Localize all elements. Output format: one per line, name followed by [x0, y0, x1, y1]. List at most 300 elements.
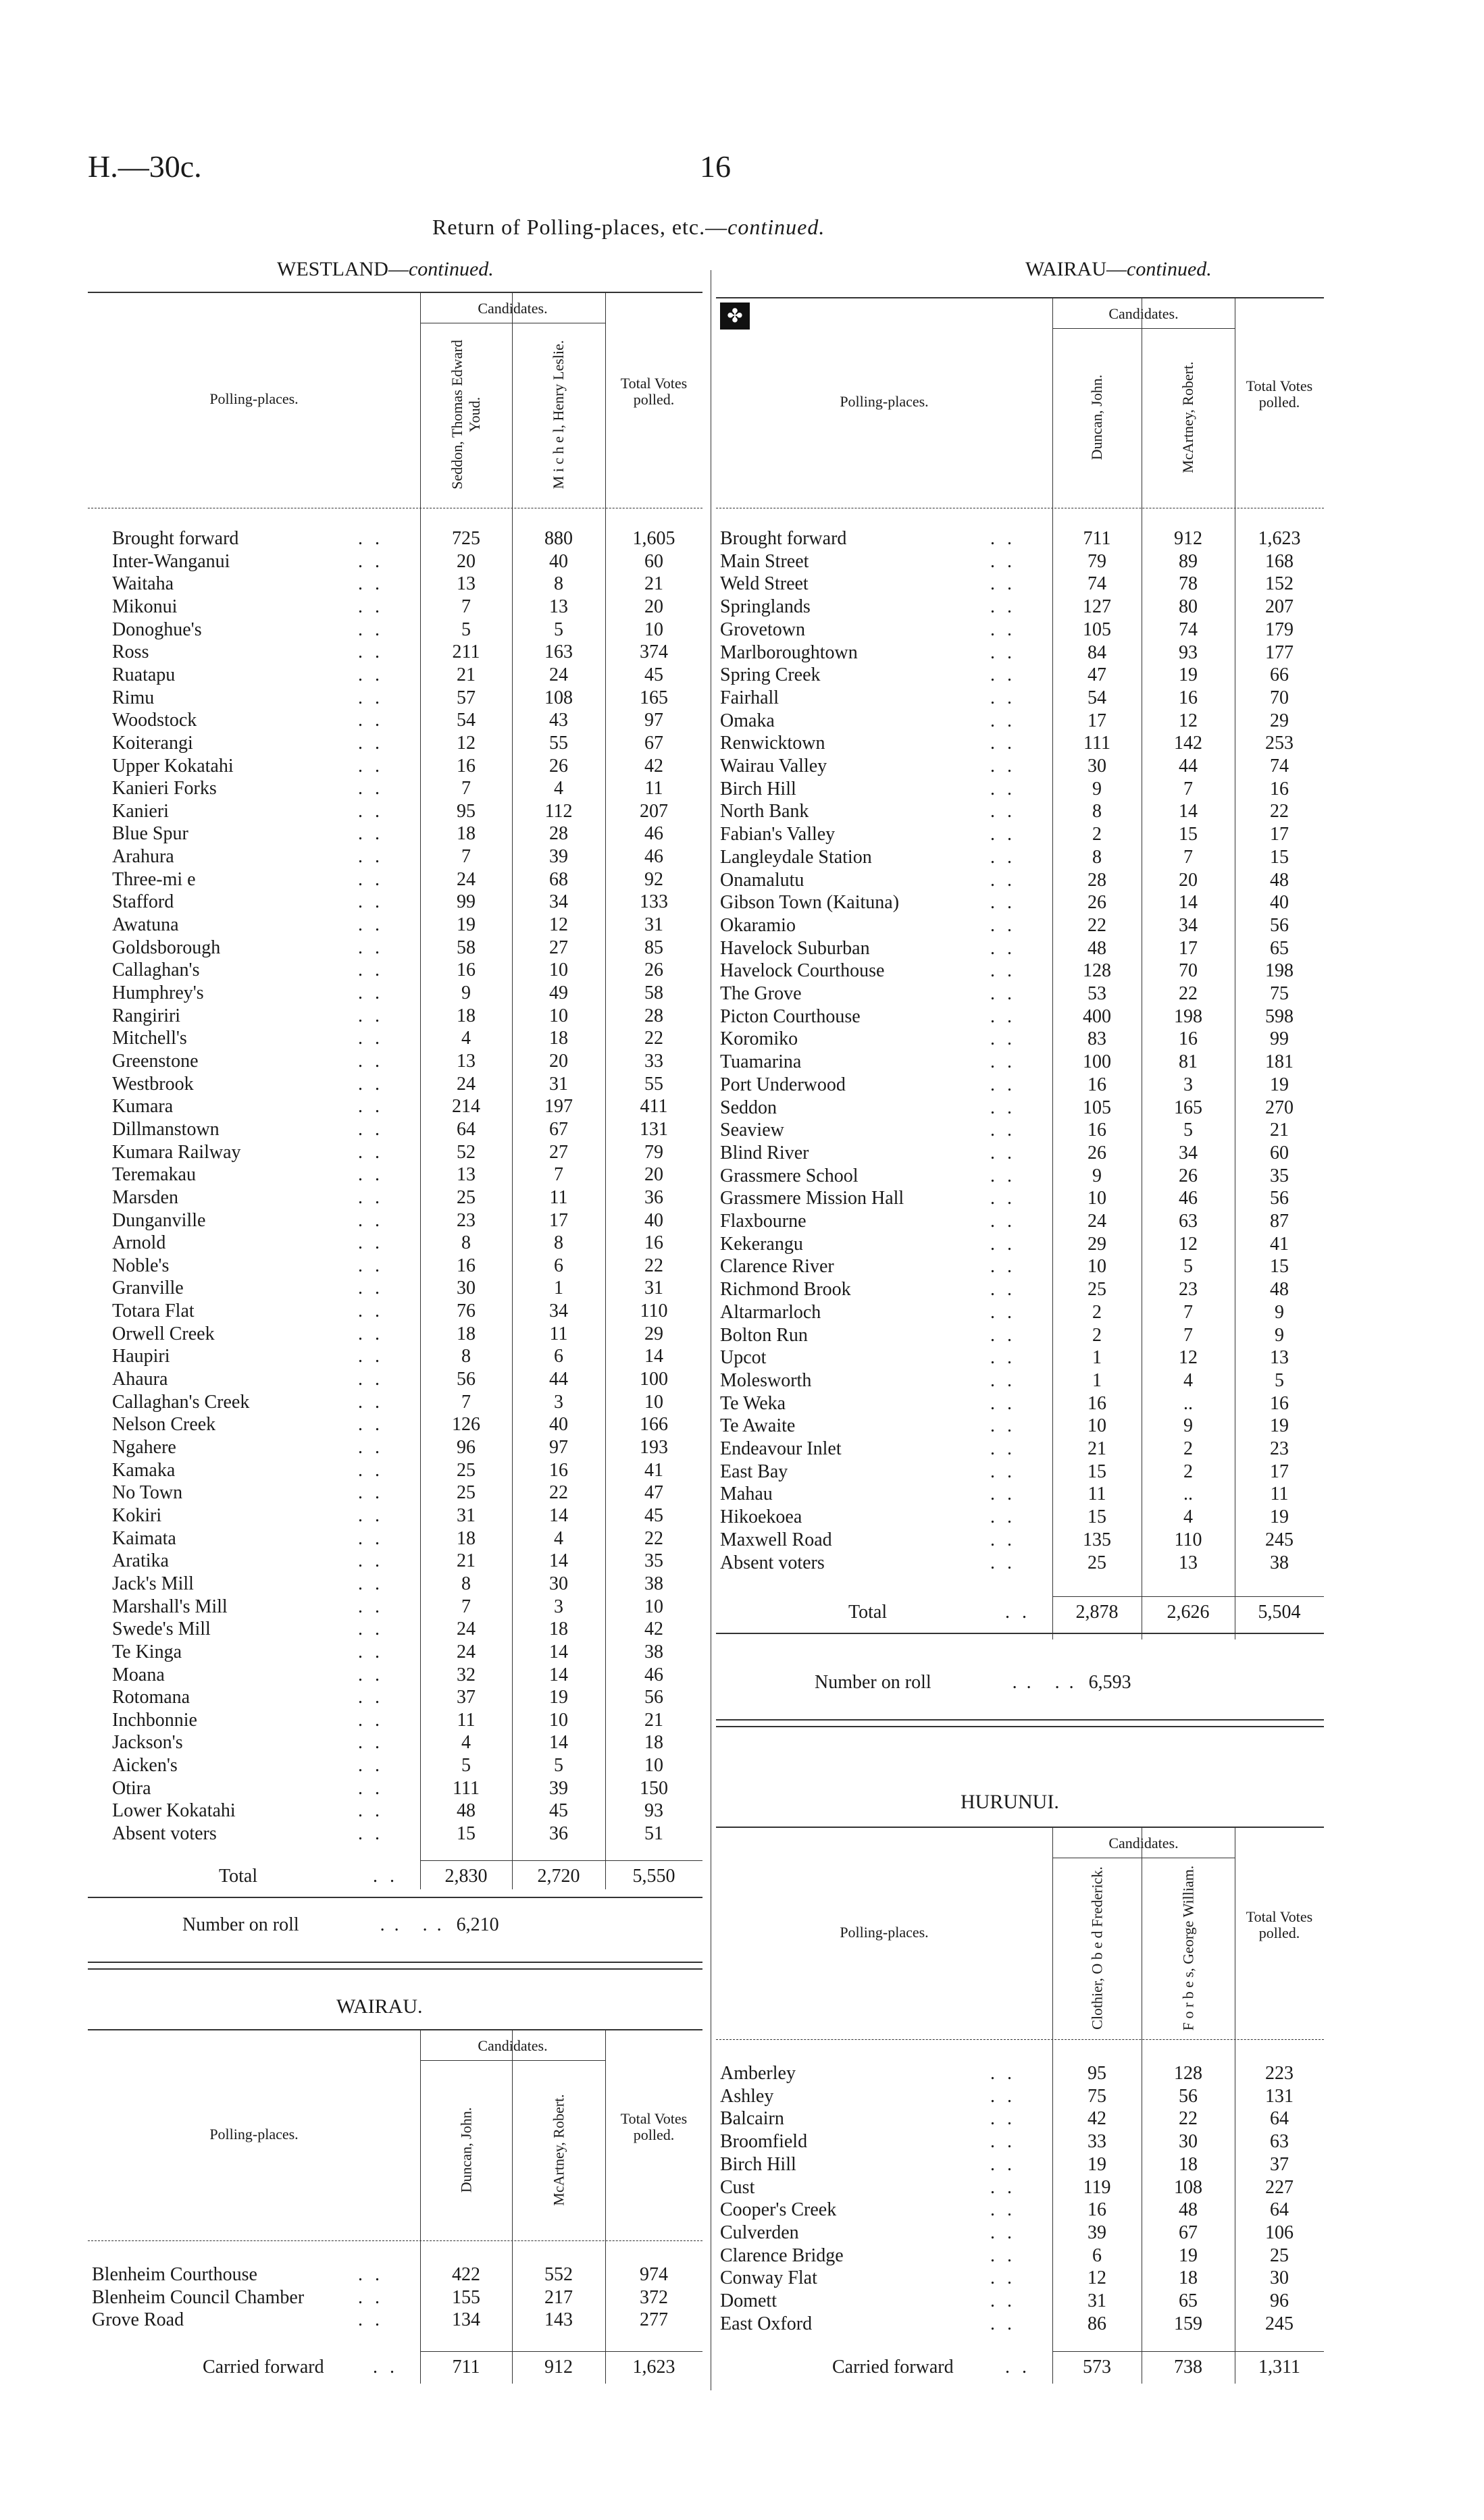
- leader-dots: ..: [358, 1118, 392, 1140]
- total-votes: 198: [1265, 960, 1294, 982]
- section-end-rule: [88, 1962, 702, 1963]
- total-votes: 42: [644, 1619, 663, 1640]
- candidate-2-votes: 7: [1183, 1301, 1193, 1323]
- table-row: [0, 733, 1484, 756]
- leader-dots: ..: [358, 710, 392, 731]
- candidate-2-votes: 40: [549, 1414, 568, 1436]
- total-votes: 131: [1265, 2085, 1294, 2107]
- polling-place-name: Birch Hill: [720, 2153, 796, 2175]
- total-votes: 10: [644, 1391, 663, 1413]
- candidate-1-votes: 31: [457, 1504, 476, 1526]
- leader-dots: ..: [990, 914, 1024, 936]
- leader-dots: ..: [358, 687, 392, 708]
- candidate-2-votes: 159: [1174, 2313, 1202, 2334]
- leader-dots: ..: [358, 1641, 392, 1662]
- table-row: [0, 1325, 1484, 1348]
- candidate-1-name: Seddon, Thomas Edward Youd.: [449, 340, 483, 490]
- candidate-1-votes: 64: [457, 1118, 476, 1140]
- leader-dots: ..: [990, 1256, 1024, 1278]
- candidate-2-votes: 40: [549, 550, 568, 572]
- table-row: [0, 1347, 1484, 1370]
- candidate-2-votes: ..: [1183, 1484, 1193, 1505]
- polling-place-name: Richmond Brook: [720, 1279, 851, 1301]
- leader-dots: ..: [358, 1096, 392, 1118]
- candidate-1-votes: 5: [461, 619, 471, 640]
- polling-place-name: Picton Courthouse: [720, 1005, 861, 1027]
- candidate-1-votes: 75: [1088, 2085, 1106, 2107]
- candidate-1-votes: 16: [1088, 1120, 1106, 1141]
- candidate-2-votes: 27: [549, 937, 568, 958]
- polling-place-name: North Bank: [720, 801, 809, 822]
- leader-dots: ..: [358, 1709, 392, 1731]
- leader-dots: ..: [358, 1755, 392, 1777]
- candidate-1-votes: 18: [457, 1005, 476, 1026]
- candidate-1-votes: 400: [1083, 1005, 1111, 1027]
- table-row: [0, 824, 1484, 847]
- candidate-1-votes: 84: [1088, 641, 1106, 663]
- candidate-2-votes: 44: [549, 1369, 568, 1390]
- leader-dots: ..: [358, 1255, 392, 1276]
- polling-place-name: Springlands: [720, 596, 811, 618]
- total-votes: 168: [1265, 550, 1294, 572]
- polling-place-name: Kumara: [112, 1096, 174, 1118]
- polling-place-name: Westbrook: [112, 1073, 194, 1095]
- candidate-2-votes: 8: [554, 573, 563, 595]
- total-votes: 19: [1270, 1415, 1289, 1437]
- polling-place-name: Maxwell Road: [720, 1529, 832, 1550]
- total-votes: 48: [1270, 1279, 1289, 1301]
- polling-place-name: Birch Hill: [720, 778, 796, 799]
- candidate-1-votes: 11: [1088, 1484, 1106, 1505]
- table-row: [0, 1415, 1484, 1438]
- candidate-1-votes: 26: [1088, 892, 1106, 914]
- total-votes: 38: [644, 1573, 663, 1594]
- polling-place-name: Seaview: [720, 1120, 784, 1141]
- leader-dots: ..: [990, 1369, 1024, 1391]
- candidate-1-votes: 25: [457, 1186, 476, 1208]
- candidate-2-votes: 14: [549, 1732, 568, 1754]
- candidate-2-votes: 67: [1179, 2222, 1198, 2243]
- polling-place-name: Grove Road: [92, 2309, 184, 2331]
- total-votes: 19: [1270, 1074, 1289, 1095]
- leader-dots: ..: [358, 1573, 392, 1594]
- candidate-1-votes: 9: [1092, 778, 1102, 799]
- polling-place-name: Spring Creek: [720, 664, 821, 686]
- polling-place-name: Mahau: [720, 1484, 773, 1505]
- leader-dots: ..: [990, 2290, 1024, 2311]
- candidate-1-votes: 1: [1092, 1369, 1102, 1391]
- polling-place-name: Te Awaite: [720, 1415, 796, 1437]
- polling-place-name: Donoghue's: [112, 619, 202, 640]
- candidate-2-votes: 16: [1179, 687, 1198, 708]
- candidate-1-total: 711: [452, 2357, 480, 2378]
- total-votes: 60: [644, 550, 663, 572]
- leader-dots: ..: [358, 732, 392, 754]
- candidate-1-votes: 96: [457, 1437, 476, 1458]
- table-row: [0, 1234, 1484, 1257]
- table-row: [0, 1438, 1484, 1461]
- total-votes: 63: [1270, 2131, 1289, 2153]
- leader-dots: ..: [358, 1391, 392, 1413]
- candidate-2-votes: 18: [549, 1619, 568, 1640]
- candidate-2-votes: 12: [1179, 1347, 1198, 1369]
- candidate-2-votes: 5: [554, 1755, 563, 1777]
- polling-place-name: Marlboroughtown: [720, 641, 858, 663]
- candidate-1-votes: 127: [1083, 596, 1111, 618]
- polling-place-name: Totara Flat: [112, 1301, 195, 1322]
- polling-place-name: Upper Kokatahi: [112, 755, 234, 777]
- candidate-2-votes: 89: [1179, 550, 1198, 572]
- leader-dots: ..: [358, 1323, 392, 1344]
- polling-place-name: Blenheim Courthouse: [92, 2264, 257, 2285]
- total-votes: 253: [1265, 733, 1294, 754]
- candidate-1-total: 2,830: [444, 1866, 488, 1887]
- table-row: [0, 1710, 1484, 1733]
- total-votes: 79: [644, 1141, 663, 1163]
- total-votes: 16: [1270, 1392, 1289, 1414]
- table-row: [0, 1074, 1484, 1097]
- candidate-1-votes: 37: [457, 1687, 476, 1708]
- candidate-2-votes: 15: [1179, 824, 1198, 845]
- leader-dots: ..: [358, 1777, 392, 1799]
- candidate-2-votes: 17: [1179, 937, 1198, 959]
- table-row: [0, 1732, 1484, 1755]
- leader-dots: ..: [358, 1141, 392, 1163]
- polling-place-name: Stafford: [112, 891, 174, 913]
- candidate-1-votes: 8: [1092, 846, 1102, 868]
- total-votes: 245: [1265, 2313, 1294, 2334]
- leader-dots: ..: [358, 664, 392, 685]
- leader-dots: ..: [358, 778, 392, 799]
- polling-place-name: Gibson Town (Kaituna): [720, 892, 900, 914]
- candidate-1-votes: 47: [1088, 664, 1106, 686]
- total-votes: 29: [644, 1323, 663, 1344]
- number-on-roll: [815, 1672, 1131, 1694]
- total-votes: 46: [644, 846, 663, 868]
- candidate-1-votes: 13: [457, 573, 476, 595]
- header-polling-places: Polling-places.: [840, 1923, 929, 1941]
- total-votes: 35: [1270, 1165, 1289, 1186]
- candidate-2-total: 2,626: [1167, 1602, 1210, 1623]
- polling-place-name: Main Street: [720, 550, 809, 572]
- footer-rule: [420, 2351, 702, 2352]
- candidate-2-votes: 14: [1179, 801, 1198, 822]
- total-rule: [716, 1633, 1324, 1634]
- candidate-2-votes: 7: [1183, 1324, 1193, 1346]
- total-votes: 227: [1265, 2176, 1294, 2198]
- leader-dots: ..: [990, 892, 1024, 914]
- leader-dots: ..: [358, 1550, 392, 1572]
- wairau-title: WAIRAU.: [336, 1995, 423, 2018]
- polling-place-name: Rotomana: [112, 1687, 190, 1708]
- polling-place-name: Aicken's: [112, 1755, 178, 1777]
- polling-place-name: Port Underwood: [720, 1074, 846, 1095]
- candidates-rule: [420, 2060, 605, 2061]
- candidate-2-votes: 1: [554, 1278, 563, 1299]
- polling-place-name: Te Weka: [720, 1392, 786, 1414]
- polling-place-name: Haupiri: [112, 1346, 170, 1367]
- candidate-2-votes: 24: [549, 664, 568, 685]
- candidate-1-votes: 8: [461, 1573, 471, 1594]
- candidate-2-votes: 39: [549, 1777, 568, 1799]
- candidate-1-votes: 25: [1088, 1279, 1106, 1301]
- total-votes: 15: [1270, 1256, 1289, 1278]
- table-row: [0, 2108, 1484, 2131]
- polling-place-name: Goldsborough: [112, 937, 221, 958]
- candidate-2-votes: 18: [549, 1028, 568, 1049]
- polling-place-name: Cooper's Creek: [720, 2199, 837, 2221]
- total-votes: 22: [644, 1255, 663, 1276]
- leader-dots: ..: [990, 710, 1024, 731]
- leader-dots: ..: [990, 1529, 1024, 1550]
- table-row: [0, 1051, 1484, 1074]
- header-total-votes: Total Votes polled.: [620, 2109, 688, 2143]
- candidate-1-votes: 18: [457, 1527, 476, 1549]
- table-row: [0, 2313, 1484, 2336]
- candidate-2-votes: 39: [549, 846, 568, 868]
- leader-dots: ..: [358, 914, 392, 936]
- candidate-1-votes: 24: [457, 1641, 476, 1662]
- leader-dots: ..: [990, 1324, 1024, 1346]
- total-votes: 18: [644, 1732, 663, 1754]
- polling-place-name: Orwell Creek: [112, 1323, 215, 1344]
- leader-dots: ..: [990, 1461, 1024, 1482]
- leader-dots: ..: [990, 1484, 1024, 1505]
- leader-dots: ..: [990, 2176, 1024, 2198]
- polling-place-name: Kumara Railway: [112, 1141, 241, 1163]
- polling-place-name: Dillmanstown: [112, 1118, 220, 1140]
- leader-dots: ..: [358, 1732, 392, 1754]
- leader-dots: ..: [990, 1142, 1024, 1163]
- leader-dots: ..: [990, 2245, 1024, 2266]
- total-votes: 21: [644, 1709, 663, 1731]
- table-row: [0, 1484, 1484, 1506]
- candidate-2-votes: 68: [549, 868, 568, 890]
- candidate-1-votes: 10: [1088, 1256, 1106, 1278]
- total-votes: 22: [644, 1527, 663, 1549]
- total-votes: 106: [1265, 2222, 1294, 2243]
- table-row: [0, 1506, 1484, 1529]
- footer-rule: [1052, 2351, 1324, 2352]
- section-end-rule: [716, 1719, 1324, 1721]
- polling-place-name: Humphrey's: [112, 982, 204, 1003]
- candidates-rule: [1052, 328, 1235, 329]
- polling-place-name: Fabian's Valley: [720, 824, 836, 845]
- candidate-1-votes: 16: [457, 1255, 476, 1276]
- total-votes: 56: [644, 1687, 663, 1708]
- polling-place-name: Kaimata: [112, 1527, 176, 1549]
- candidate-2-votes: 20: [1179, 869, 1198, 891]
- total-votes: 38: [644, 1641, 663, 1662]
- polling-place-name: Domett: [720, 2290, 777, 2311]
- total-votes: 372: [640, 2286, 668, 2308]
- candidate-2-votes: 30: [549, 1573, 568, 1594]
- header-total-votes: Total Votes polled.: [620, 375, 688, 408]
- polling-place-name: Culverden: [720, 2222, 799, 2243]
- total-votes: 35: [644, 1550, 663, 1572]
- total-votes: 29: [1270, 710, 1289, 731]
- total-votes: 33: [644, 1050, 663, 1072]
- table-row: [0, 687, 1484, 710]
- candidate-2-name: M i c h e l, Henry Leslie.: [550, 340, 567, 490]
- leader-dots: ..: [358, 596, 392, 617]
- leader-dots: ..: [358, 528, 392, 549]
- candidate-1-votes: 95: [1088, 2063, 1106, 2084]
- total-votes: 40: [1270, 892, 1289, 914]
- leader-dots: ..: [990, 1005, 1024, 1027]
- polling-place-name: Brought forward: [720, 528, 847, 549]
- candidate-2-votes: 45: [549, 1800, 568, 1822]
- leader-dots: ..: [358, 1687, 392, 1708]
- candidate-1-votes: 4: [461, 1732, 471, 1754]
- leader-dots: ..: [990, 1392, 1024, 1414]
- candidate-1-votes: 5: [461, 1755, 471, 1777]
- candidate-1-votes: 19: [1088, 2153, 1106, 2175]
- candidate-1-votes: 76: [457, 1301, 476, 1322]
- candidate-1-votes: 79: [1088, 550, 1106, 572]
- leader-dots: ..: [990, 550, 1024, 572]
- leader-dots: ..: [990, 1211, 1024, 1232]
- candidate-2-votes: 78: [1179, 573, 1198, 595]
- leader-dots: ..: [358, 1301, 392, 1322]
- candidate-1-votes: 9: [1092, 1165, 1102, 1186]
- leader-dots: ..: [358, 800, 392, 822]
- polling-place-name: Kanieri Forks: [112, 778, 217, 799]
- total-votes: 11: [644, 778, 663, 799]
- candidate-1-votes: 119: [1083, 2176, 1111, 2198]
- polling-place-name: Arnold: [112, 1232, 166, 1254]
- total-votes: 152: [1265, 573, 1294, 595]
- polling-place-name: Wairau Valley: [720, 756, 827, 777]
- polling-place-name: Ngahere: [112, 1437, 176, 1458]
- leader-dots: ..: [990, 1438, 1024, 1459]
- header-polling-places: Polling-places.: [209, 390, 299, 407]
- candidate-2-votes: 31: [549, 1073, 568, 1095]
- total-votes-total: 1,311: [1258, 2357, 1300, 2378]
- candidate-1-votes: 24: [457, 1619, 476, 1640]
- candidate-1-votes: 83: [1088, 1028, 1106, 1050]
- polling-place-name: Ahaura: [112, 1369, 168, 1390]
- leader-dots: ..: [990, 1279, 1024, 1301]
- polling-place-name: Swede's Mill: [112, 1619, 211, 1640]
- candidate-2-votes: 14: [549, 1664, 568, 1685]
- polling-place-name: Rimu: [112, 687, 155, 708]
- candidate-1-votes: 99: [457, 891, 476, 913]
- table-row: [0, 1393, 1484, 1416]
- leader-dots: ..: [358, 2309, 392, 2331]
- leader-dots: ..: [990, 573, 1024, 595]
- candidate-2-votes: 197: [544, 1096, 573, 1118]
- candidate-2-votes: 7: [554, 1164, 563, 1186]
- leader-dots: ..: [358, 1527, 392, 1549]
- candidate-1-votes: 135: [1083, 1529, 1111, 1550]
- candidate-2-votes: 34: [549, 891, 568, 913]
- candidate-2-votes: 5: [554, 619, 563, 640]
- candidate-1-votes: 100: [1083, 1051, 1111, 1073]
- number-on-roll-label: Number on roll: [815, 1672, 931, 1693]
- candidate-2-votes: 217: [544, 2286, 573, 2308]
- total-votes: 16: [1270, 778, 1289, 799]
- candidate-1-votes: 32: [457, 1664, 476, 1685]
- total-votes: 87: [1270, 1211, 1289, 1232]
- candidate-2-votes: 16: [1179, 1028, 1198, 1050]
- table-row: [0, 573, 1484, 596]
- polling-place-name: Havelock Courthouse: [720, 960, 885, 982]
- table-row: [0, 2222, 1484, 2245]
- total-votes: 9: [1275, 1301, 1284, 1323]
- candidate-1-votes: 53: [1088, 983, 1106, 1004]
- leader-dots: ..: [990, 1120, 1024, 1141]
- leader-dots: ..: [990, 824, 1024, 845]
- total-votes: 93: [644, 1800, 663, 1822]
- leader-dots: ..: [358, 641, 392, 663]
- leader-dots: ..: [990, 1028, 1024, 1050]
- candidate-2-votes: 880: [544, 528, 573, 549]
- total-votes: 23: [1270, 1438, 1289, 1459]
- total-votes: 15: [1270, 846, 1289, 868]
- section-end-rule: [716, 1726, 1324, 1727]
- table-row: [0, 2245, 1484, 2268]
- candidate-2-votes: 5: [1183, 1256, 1193, 1278]
- candidate-2-votes: 74: [1179, 619, 1198, 640]
- polling-place-name: No Town: [112, 1482, 183, 1504]
- leader-dots: ..: [990, 778, 1024, 799]
- candidate-1-votes: 20: [457, 550, 476, 572]
- leader-dots: ..: [358, 1369, 392, 1390]
- leader-dots: ..: [990, 528, 1024, 549]
- total-votes: 31: [644, 1278, 663, 1299]
- candidate-2-total: 2,720: [537, 1866, 580, 1887]
- total-votes: 38: [1270, 1552, 1289, 1573]
- leader-dots: ..: [358, 823, 392, 845]
- total-votes: 99: [1270, 1028, 1289, 1050]
- candidate-1-votes: 58: [457, 937, 476, 958]
- leader-dots: ..: [990, 687, 1024, 708]
- table-row: [0, 1461, 1484, 1484]
- table-row: [0, 915, 1484, 938]
- leader-dots: ..: [358, 1346, 392, 1367]
- candidate-1-votes: 1: [1092, 1347, 1102, 1369]
- leader-dots: .. ..: [1012, 1672, 1083, 1693]
- polling-place-name: East Oxford: [720, 2313, 813, 2334]
- total-votes: 47: [644, 1482, 663, 1504]
- polling-place-name: Aratika: [112, 1550, 169, 1572]
- total-votes: 270: [1265, 1097, 1294, 1118]
- emblem: ✤: [720, 303, 750, 330]
- candidate-1-votes: 21: [1088, 1438, 1106, 1459]
- total-votes: 48: [1270, 869, 1289, 891]
- leader-dots: ..: [358, 1800, 392, 1822]
- candidate-2-votes: 20: [549, 1050, 568, 1072]
- candidate-2-votes: 27: [549, 1141, 568, 1163]
- table-top-rule: [716, 1827, 1324, 1828]
- table-row: [0, 983, 1484, 1006]
- leader-dots: ..: [990, 846, 1024, 868]
- polling-place-name: Callaghan's Creek: [112, 1391, 250, 1413]
- total-votes: 41: [644, 1459, 663, 1481]
- total-votes: 10: [644, 1755, 663, 1777]
- candidate-2-votes: 12: [549, 914, 568, 936]
- candidate-1-votes: 19: [457, 914, 476, 936]
- candidate-1-votes: 48: [1088, 937, 1106, 959]
- leader-dots: ..: [358, 1664, 392, 1685]
- number-on-roll-value: 6,593: [1088, 1672, 1131, 1693]
- candidate-1-votes: 21: [457, 1550, 476, 1572]
- leader-dots: ..: [990, 2222, 1024, 2243]
- total-votes: 66: [1270, 664, 1289, 686]
- polling-place-name: Kekerangu: [720, 1233, 803, 1255]
- header-candidates: Candidates.: [478, 2037, 548, 2054]
